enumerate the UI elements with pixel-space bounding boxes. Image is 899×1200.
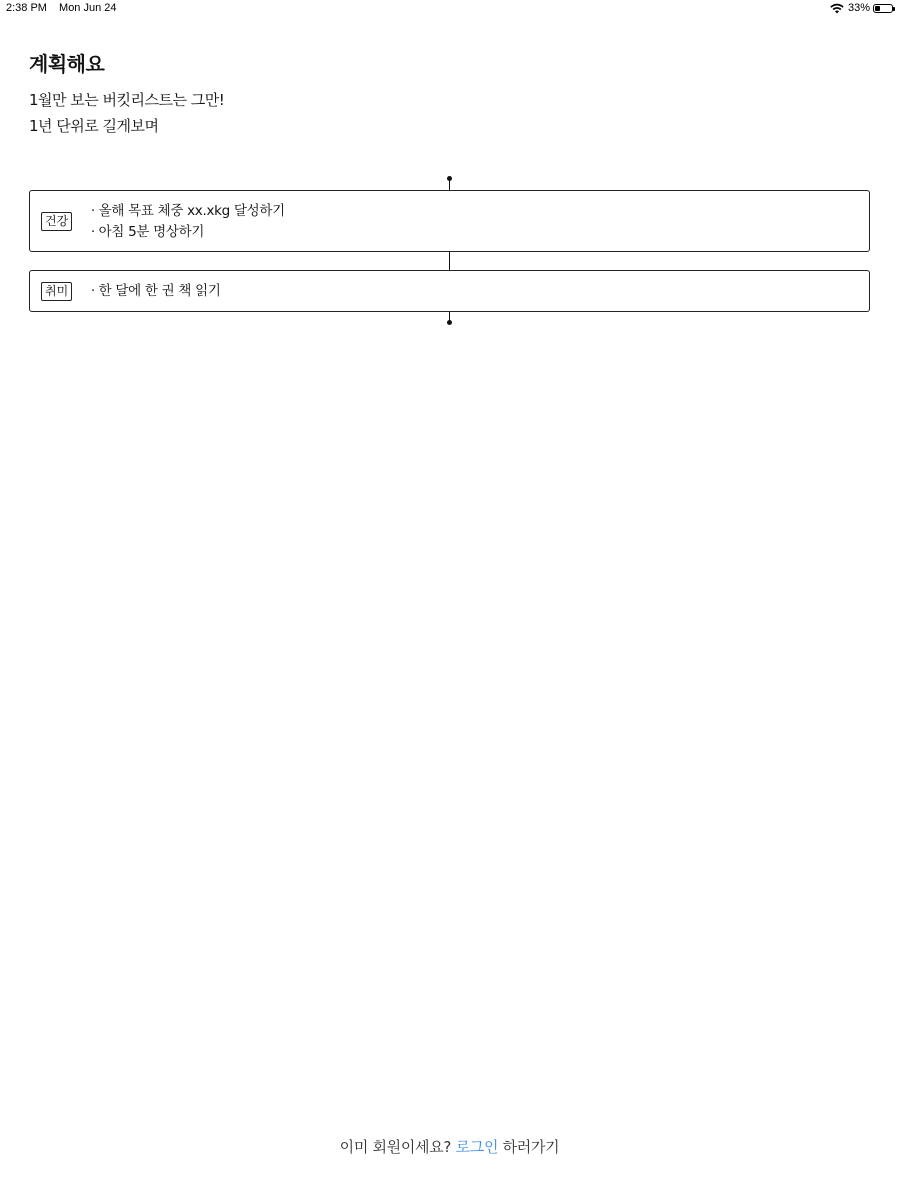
status-left: [6, 2, 117, 14]
battery-icon: [873, 4, 893, 13]
wifi-icon: [830, 3, 844, 14]
plan-card-hobby[interactable]: [29, 270, 870, 312]
timeline-connector-middle: [449, 252, 450, 270]
goal-list: [91, 201, 285, 243]
login-prompt-suffix: 하러가기: [502, 1138, 560, 1156]
battery-percent: 33%: [847, 2, 870, 14]
status-time: 2:38 PM: [6, 2, 47, 14]
goal-item: · 올해 목표 체중 xx.xkg 달성하기: [91, 201, 285, 222]
login-prompt: [0, 1136, 899, 1157]
timeline-end-dot: [447, 320, 452, 325]
category-tag: 취미: [41, 282, 72, 301]
category-tag: 건강: [41, 212, 72, 231]
plan-card-health[interactable]: [29, 190, 870, 252]
status-right: [830, 2, 893, 14]
goal-item: · 아침 5분 명상하기: [91, 222, 285, 243]
login-link[interactable]: 로그인: [455, 1138, 499, 1156]
status-bar: [0, 0, 899, 18]
timeline-connector-top: [449, 179, 450, 190]
goal-list: [91, 281, 221, 302]
subtitle-line-1: 1월만 보는 버킷리스트는 그만!: [29, 91, 225, 109]
subtitle-line-2: 1년 단위로 길게보며: [29, 117, 159, 135]
status-date: Mon Jun 24: [59, 2, 117, 14]
login-prompt-prefix: 이미 회원이세요?: [339, 1138, 452, 1156]
page-title: 계획해요: [29, 52, 105, 76]
goal-item: · 한 달에 한 권 책 읽기: [91, 281, 221, 302]
battery-fill: [875, 6, 880, 11]
